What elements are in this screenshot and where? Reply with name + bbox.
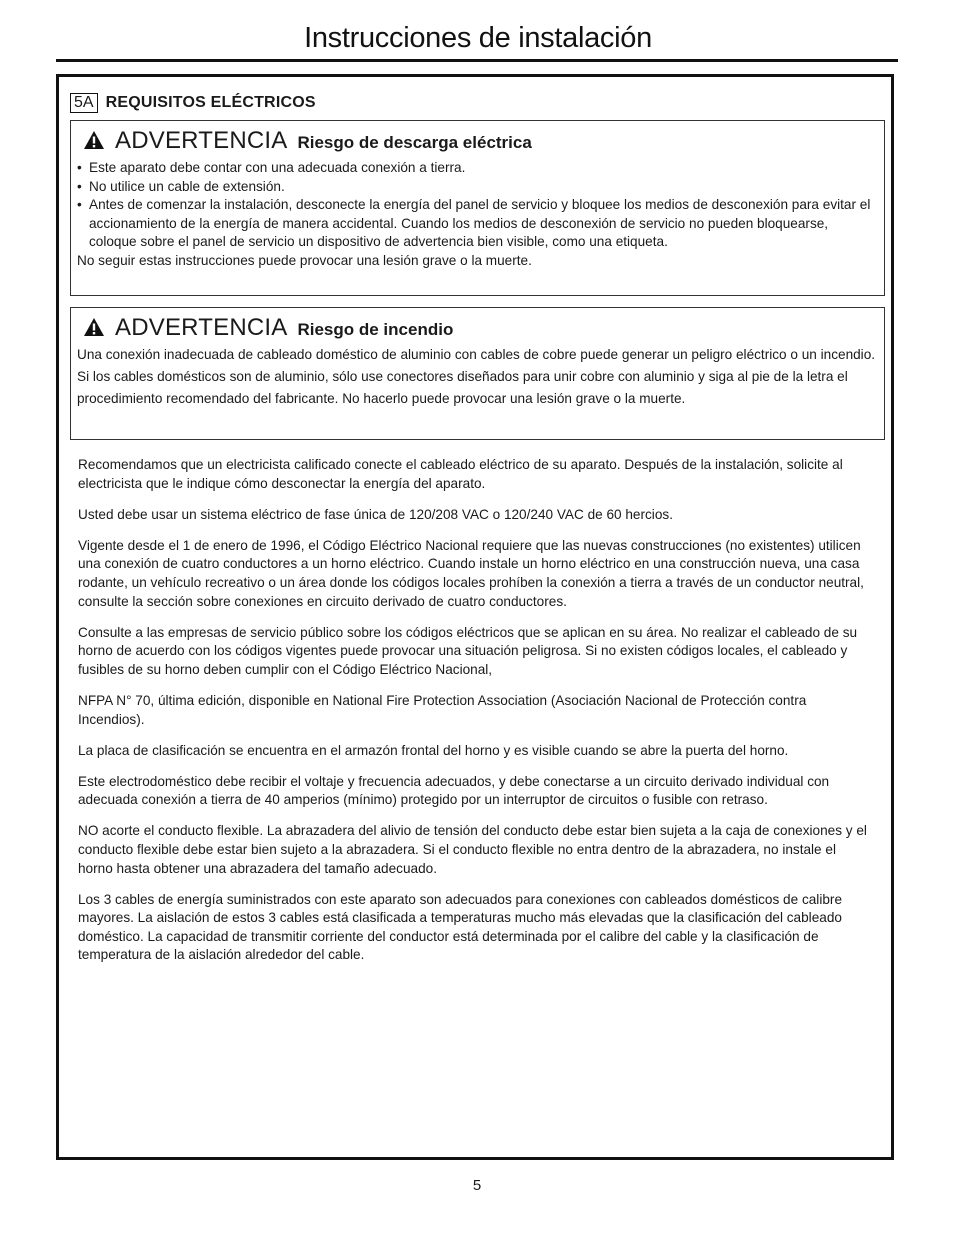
section-tag: 5A bbox=[70, 93, 98, 113]
warning-bullet bbox=[77, 159, 876, 178]
warning-bullet bbox=[77, 178, 876, 197]
bullet-text: Este aparato debe contar con una adecuada conexión a tierra. bbox=[89, 160, 466, 175]
section-title: REQUISITOS ELÉCTRICOS bbox=[105, 94, 316, 111]
section-header bbox=[70, 92, 316, 114]
body-paragraph: Los 3 cables de energía suministrados con este aparato son adecuados para conexiones con cableados domésticos de calibre mayores. La aislación de estos 3 cables está clasificada a temperaturas mucho más elevadas que la clasificación del cableado doméstico. La capacidad de transmitir corriente del conductor está determinada por el calibre del cable y la clasificación de temperatura de la aislación alrededor del cable. bbox=[78, 891, 842, 963]
title-rule bbox=[56, 59, 898, 62]
warning-word: ADVERTENCIA bbox=[115, 127, 288, 154]
warning-header-fire bbox=[83, 314, 453, 342]
warning-header-shock bbox=[83, 127, 532, 155]
body-paragraph: Recomendamos que un electricista calificado conecte el cableado eléctrico de su aparato. Después de la instalación, solicite al electricista que le indique cómo desconectar la energía del aparato. bbox=[78, 457, 843, 491]
body-paragraph: NFPA N° 70, última edición, disponible en National Fire Protection Association (Asociación Nacional de Protección contra Incendios). bbox=[78, 692, 807, 727]
body-paragraph: Vigente desde el 1 de enero de 1996, el Código Eléctrico Nacional requiere que las nuevas construcciones (no existentes) utilicen una conexión de cuatro conductores a un horno eléctrico. Cuando instale un horno eléctrico en una construcción nueva, una casa rodante, un vehículo recreativo o un área donde los códigos locales prohíben la conexión a tierra a través de un conductor neutral, consulte la sección sobre conexiones en circuito derivado de cuatro conductores. bbox=[78, 537, 864, 609]
page-title: Instrucciones de instalación bbox=[304, 22, 652, 54]
page-number: 5 bbox=[472, 1177, 482, 1194]
body-content bbox=[78, 456, 874, 978]
body-paragraph: Usted debe usar un sistema eléctrico de fase única de 120/208 VAC o 120/240 VAC de 60 hercios. bbox=[78, 506, 673, 522]
bullet-dot: • bbox=[77, 197, 82, 213]
bullet-text: Antes de comenzar la instalación, desconecte la energía del panel de servicio y bloquee los medios de desconexión para evitar el accionamiento de la energía de manera accidental. Cuando los medios de desconexión de servicio no pueden bloquearse, coloque sobre el panel de servicio un dispositivo de advertencia bien visible, como una etiqueta. bbox=[89, 197, 871, 250]
warning-triangle-icon bbox=[83, 130, 105, 150]
warning-footer: No seguir estas instrucciones puede provocar una lesión grave o la muerte. bbox=[77, 252, 532, 268]
warning-box-shock bbox=[70, 120, 885, 296]
warning-body-fire: Una conexión inadecuada de cableado doméstico de aluminio con cables de cobre puede generar un peligro eléctrico o un incendio. Si los cables domésticos son de aluminio, sólo use conectores diseñados para unir cobre con aluminio y siga al pie de la letra el procedimiento recomendado del fabricante. No hacerlo puede provocar una lesión grave o la muerte. bbox=[77, 347, 876, 406]
bullet-text: No utilice un cable de extensión. bbox=[89, 178, 285, 194]
warning-box-fire bbox=[70, 307, 885, 440]
body-paragraph: Este electrodoméstico debe recibir el voltaje y frecuencia adecuados, y debe conectarse a un circuito derivado individual con adecuada conexión a tierra de 40 amperios (mínimo) protegido por un interruptor de circuitos o fusible con retraso. bbox=[78, 773, 830, 808]
bullet-dot: • bbox=[77, 178, 82, 194]
warning-word: ADVERTENCIA bbox=[115, 314, 288, 341]
warning-triangle-icon bbox=[83, 317, 105, 337]
warning-body-shock bbox=[77, 159, 876, 271]
warning-subtitle: Riesgo de incendio bbox=[297, 320, 454, 339]
body-paragraph: Consulte a las empresas de servicio público sobre los códigos eléctricos que se aplican en su área. No realizar el cableado de su horno de acuerdo con los códigos vigentes puede provocar una situación peligrosa. Si no existen códigos locales, el cableado y fusibles de su horno deben cumplir con el Código Eléctrico Nacional, bbox=[78, 624, 858, 677]
body-paragraph: La placa de clasificación se encuentra en el armazón frontal del horno y es visible cuando se abre la puerta del horno. bbox=[78, 742, 789, 758]
bullet-dot: • bbox=[77, 160, 82, 175]
warning-subtitle: Riesgo de descarga eléctrica bbox=[297, 133, 532, 152]
body-paragraph: NO acorte el conducto flexible. La abrazadera del alivio de tensión del conducto debe estar bien sujeta a la caja de conexiones y el conducto flexible debe estar bien sujeto a la abrazadera. Si el conducto flexible no entra dentro de la abrazadera, no instale el horno hasta obtener una abrazadera del tamaño adecuado. bbox=[78, 823, 867, 876]
warning-bullet bbox=[77, 196, 876, 252]
